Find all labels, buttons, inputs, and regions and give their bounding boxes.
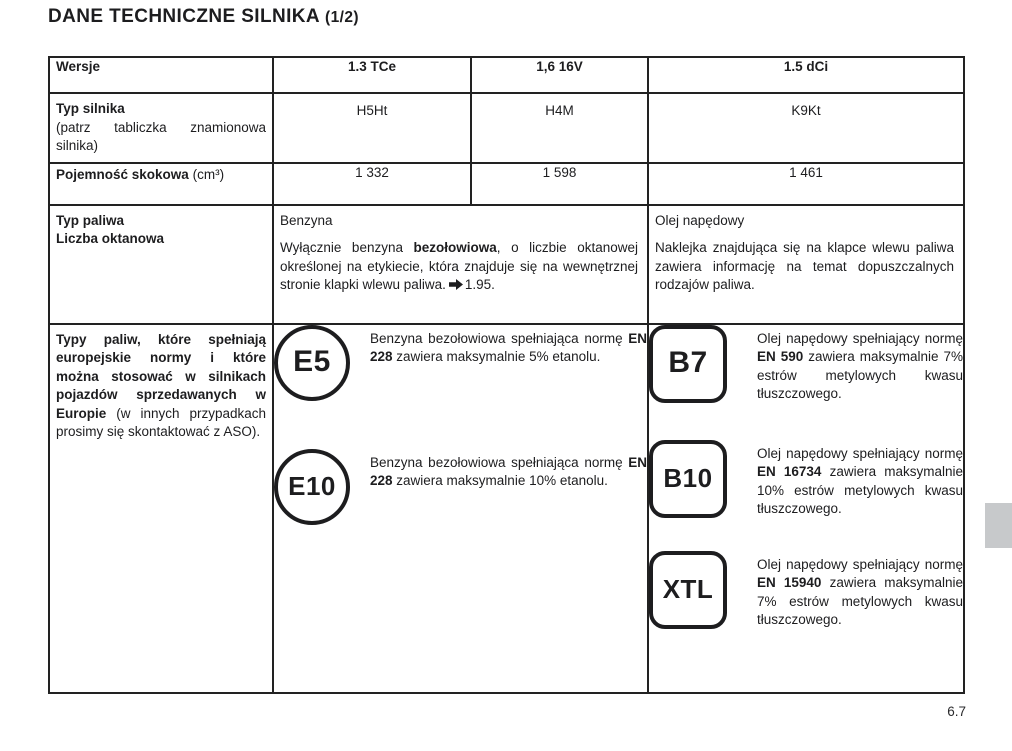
row-label-versions bbox=[49, 57, 273, 93]
cross-reference-arrow-icon bbox=[449, 279, 463, 290]
fuel-text-e5: Benzyna bezołowiowa spełniająca normę EN 228 zawiera maksymalnie 5% etanolu. bbox=[370, 330, 647, 364]
fuel-type-label-line1: Typ paliwa bbox=[56, 212, 125, 228]
fuel-type-diesel-cell bbox=[648, 205, 964, 324]
fuel-text-xtl: Olej napędowy spełniający normę EN 15940 zawiera maksymalnie 7% estrów metylowych kwasu tłuszczowego. bbox=[757, 556, 964, 627]
diesel-standards-cell bbox=[648, 324, 964, 693]
table-row-displacement bbox=[49, 163, 964, 205]
table-row-fuel-type bbox=[49, 205, 964, 324]
displacement-unit: (cm³) bbox=[192, 166, 225, 182]
petrol-heading: Benzyna bbox=[280, 212, 333, 228]
fuel-item-b10 bbox=[649, 440, 963, 519]
fuel-item-b7 bbox=[649, 325, 963, 404]
displacement-value-1616v: 1 598 bbox=[471, 163, 648, 205]
fuel-text-b10: Olej napędowy spełniający normę EN 16734 zawiera maksymalnie 10% estrów metylowych kwasu tłuszczowego. bbox=[757, 445, 964, 516]
chapter-side-tab bbox=[985, 503, 1012, 548]
column-header-1616v: 1,6 16V bbox=[471, 57, 648, 93]
displacement-label: Pojemność skokowa bbox=[56, 166, 189, 182]
row-label-engine-type bbox=[49, 93, 273, 163]
fuel-badge-b10: B10 bbox=[649, 440, 727, 518]
diesel-heading: Olej napędowy bbox=[655, 212, 745, 228]
petrol-reference: 1.95. bbox=[464, 277, 495, 292]
engine-type-value-1616v: H4M bbox=[471, 93, 648, 163]
fuel-badge-b7: B7 bbox=[649, 325, 727, 403]
fuel-item-xtl bbox=[649, 551, 963, 630]
displacement-value-15dci: 1 461 bbox=[648, 163, 964, 205]
page-number: 6.7 bbox=[947, 704, 966, 719]
table-row-versions bbox=[49, 57, 964, 93]
page-title-text: DANE TECHNICZNE SILNIKA bbox=[48, 6, 320, 27]
displacement-value-13tce: 1 332 bbox=[273, 163, 471, 205]
diesel-paragraph: Naklejka znajdująca się na klapce wlewu paliwa zawiera informację na temat dopuszczalnych rodzajów paliwa. bbox=[655, 240, 954, 292]
fuel-text-b7: Olej napędowy spełniający normę EN 590 zawiera maksymalnie 7% estrów metylowych kwasu tłuszczowego. bbox=[757, 330, 963, 401]
fuel-text-e10: Benzyna bezołowiowa spełniająca normę EN 228 zawiera maksymalnie 10% etanolu. bbox=[370, 454, 647, 488]
fuel-badge-e10: E10 bbox=[274, 449, 350, 525]
row-label-displacement bbox=[49, 163, 273, 205]
engine-type-value-13tce: H5Ht bbox=[273, 93, 471, 163]
petrol-standards-cell bbox=[273, 324, 648, 693]
fuel-badge-e5: E5 bbox=[274, 325, 350, 401]
versions-label: Wersje bbox=[56, 59, 101, 74]
engine-type-value-15dci: K9Kt bbox=[648, 93, 964, 163]
petrol-paragraph: Wyłącznie benzyna bezołowiowa, o liczbie oktanowej określonej na etykiecie, która znajduje się na wewnętrznej stronie klapki wlewu paliwa. 1.95. bbox=[280, 240, 638, 292]
engine-type-note: (patrz tabliczka znamionowa silnika) bbox=[56, 119, 266, 153]
fuel-item-e5 bbox=[274, 325, 647, 401]
column-header-13tce: 1.3 TCe bbox=[273, 57, 471, 93]
fuel-item-e10 bbox=[274, 449, 647, 525]
row-label-fuel-type bbox=[49, 205, 273, 324]
engine-type-label: Typ silnika bbox=[56, 101, 125, 116]
fuel-type-label-line2: Liczba oktanowa bbox=[56, 231, 165, 246]
table-row-engine-type bbox=[49, 93, 964, 163]
page-title-suffix: (1/2) bbox=[325, 9, 359, 26]
fuel-standards-label: Typy paliw, które spełniają europejskie normy i które można stosować w silnikach pojazdów sprzedawanych w Europie (w innych przypadkach prosimy się skontaktować z ASO). bbox=[56, 331, 266, 439]
table-row-fuel-standards bbox=[49, 324, 964, 693]
row-label-fuel-standards bbox=[49, 324, 273, 693]
fuel-type-petrol-cell bbox=[273, 205, 648, 324]
fuel-badge-xtl: XTL bbox=[649, 551, 727, 629]
page-title bbox=[48, 6, 359, 28]
column-header-15dci: 1.5 dCi bbox=[648, 57, 964, 93]
engine-spec-table bbox=[48, 56, 965, 694]
